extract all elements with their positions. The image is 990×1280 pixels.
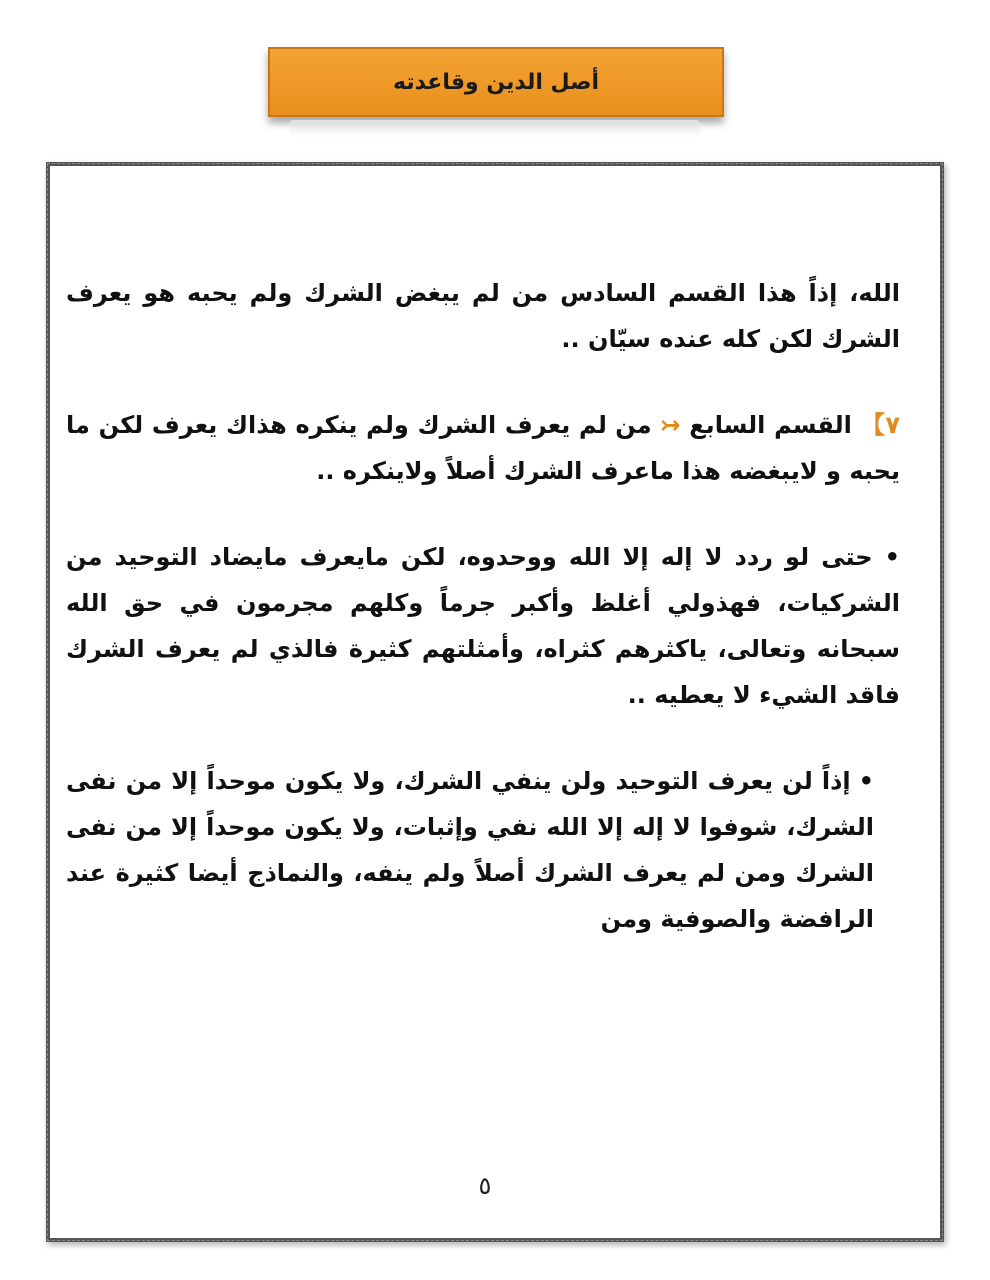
section-text: من لم يعرف الشرك ولم ينكره هذاك يعرف لكن ما يحبه و لايبغضه هذا ماعرف الشرك أصلاً ولاينكره .. [66,411,900,485]
list-item: • إذاً لن يعرف التوحيد ولن ينفي الشرك، ولا يكون موحداً إلا من نفى الشرك، شوفوا لا إله إلا الله نفي وإثبات، ولا يكون موحداً إلا من نفى الشرك ومن لم يعرف الشرك أصلاً ولم ينفه، والنماذج أيضا كثيرة عند الرافضة والصوفية ومن [66,758,874,942]
title-reflection [290,120,700,138]
arrow-icon: ↣ [660,411,681,439]
title-banner [268,47,724,117]
paragraph-2 [66,402,900,494]
section-number: ٧】 [860,411,901,439]
paragraph-1: الله، إذاً هذا القسم السادس من لم يبغض الشرك ولم يحبه هو يعرف الشرك لكن كله عنده سيّان .. [66,279,900,353]
page-number: ٥ [478,1172,492,1200]
content-body [66,270,900,982]
section-heading: القسم السابع [689,411,852,439]
page-title: أصل الدين وقاعدته [392,69,599,95]
bullet-list [66,758,900,942]
paragraph-3: • حتى لو ردد لا إله إلا الله ووحدوه، لكن مايعرف مايضاد التوحيد من الشركيات، فهذولي أغلظ وأكبر جرماً وكلهم مجرمون في حق الله سبحانه وتعالى، ياكثرهم كثراه، وأمثلتهم كثيرة فالذي لم يعرف الشرك فاقد الشيء لا يعطيه .. [66,543,900,709]
